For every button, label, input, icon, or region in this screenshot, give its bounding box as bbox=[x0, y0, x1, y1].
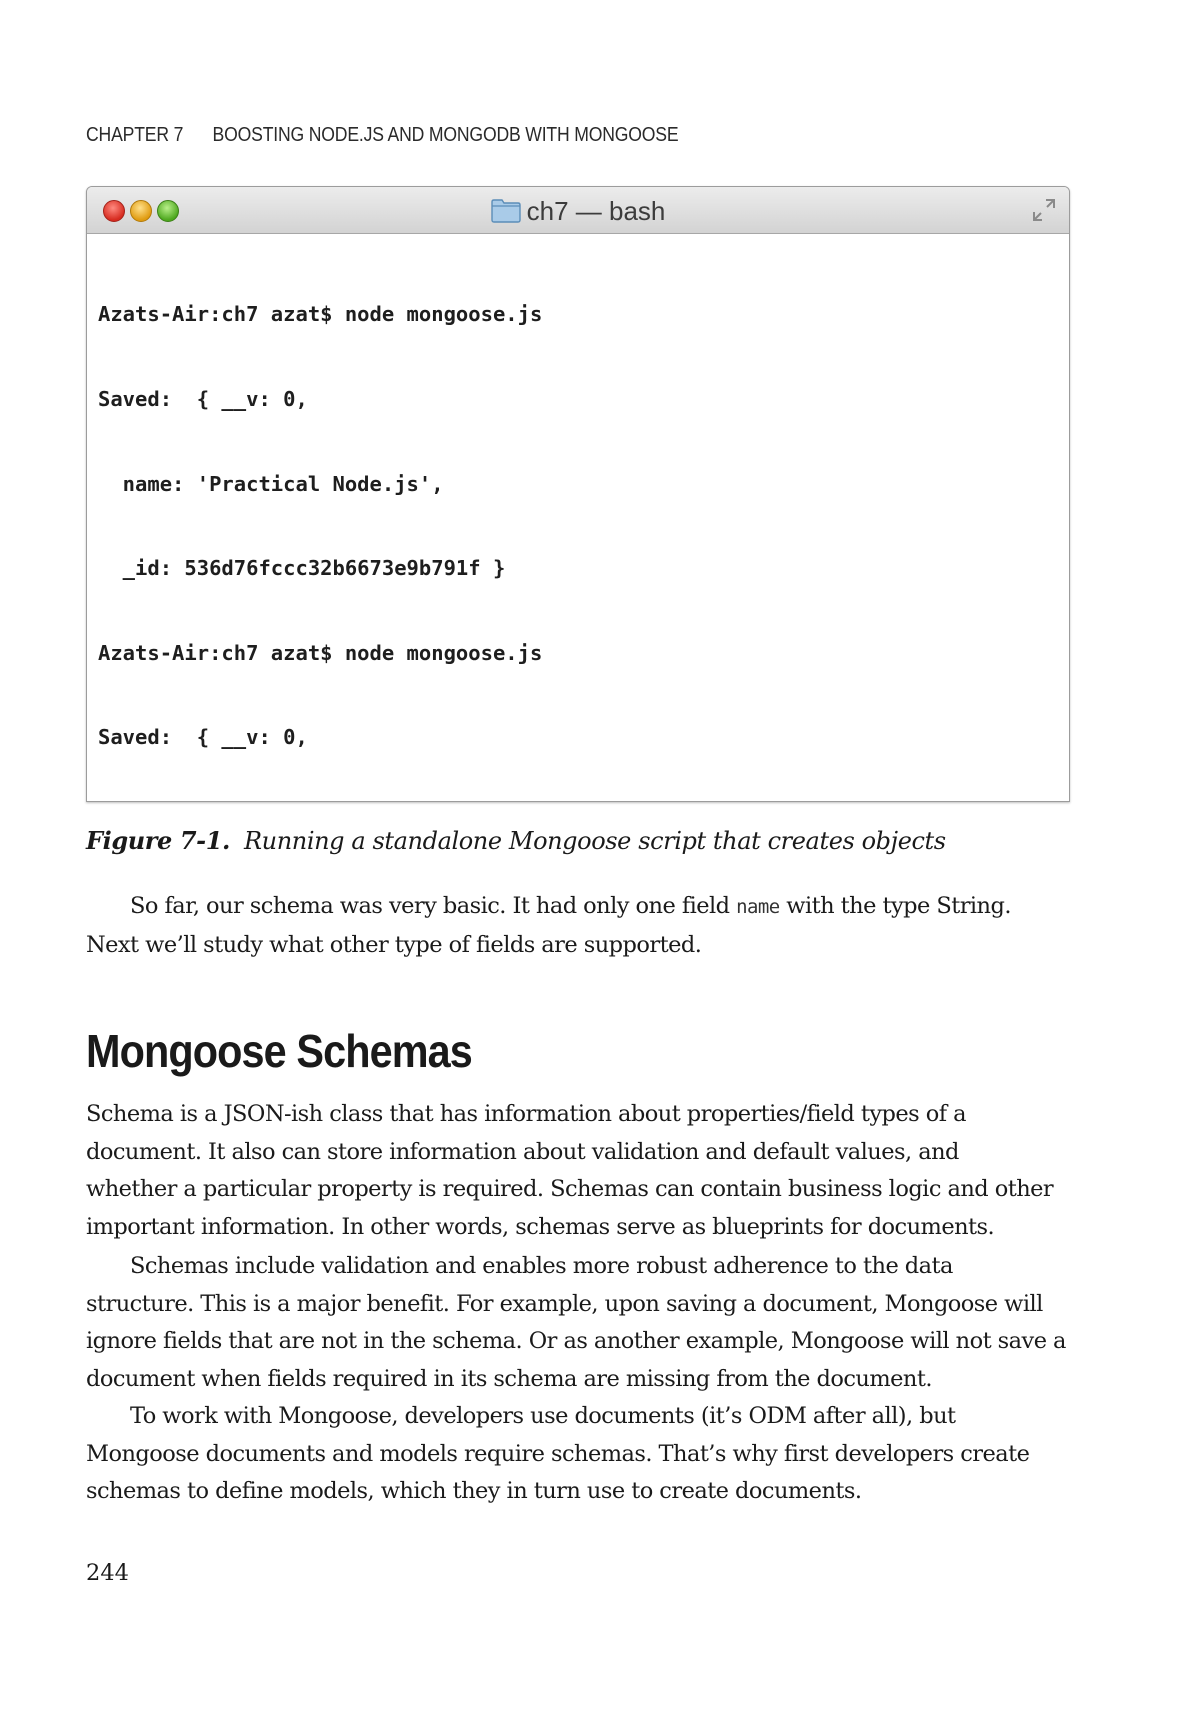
paragraph-line: whether a particular property is required. Schemas can contain business logic and other bbox=[86, 1176, 1054, 1202]
paragraph-line: schemas to define models, which they in turn use to create documents. bbox=[86, 1478, 862, 1504]
paragraph-line: Mongoose documents and models require schemas. That’s why first developers create bbox=[86, 1440, 1030, 1467]
paragraph-line: Schema is a JSON-ish class that has information about properties/field types of a bbox=[86, 1101, 966, 1127]
fullscreen-icon[interactable] bbox=[1031, 197, 1057, 223]
terminal-output[interactable] bbox=[87, 234, 1069, 802]
paragraph-line bbox=[86, 888, 1076, 927]
paragraph-line: Next we’ll study what other type of fields are supported. bbox=[86, 931, 702, 958]
terminal-line: _id: 536d76fccc32b6673e9b791f } bbox=[98, 556, 506, 581]
terminal-line: Saved: { __v: 0, bbox=[98, 387, 308, 411]
paragraph-line: important information. In other words, schemas serve as blueprints for documents. bbox=[86, 1213, 995, 1240]
folder-icon bbox=[491, 197, 521, 223]
terminal-line: Saved: { __v: 0, bbox=[98, 725, 308, 750]
paragraph-2 bbox=[86, 1248, 1076, 1398]
terminal-line: Azats-Air:ch7 azat$ node mongoose.js bbox=[98, 640, 543, 665]
terminal-titlebar bbox=[87, 187, 1069, 234]
page-number: 244 bbox=[86, 1560, 129, 1586]
window-title bbox=[87, 196, 1069, 227]
figure-caption-text: Running a standalone Mongoose script that creates objects bbox=[243, 827, 946, 855]
intro-paragraph bbox=[86, 888, 1076, 964]
figure-label: Figure 7-1. bbox=[86, 826, 230, 855]
window-title-text: ch7 — bash bbox=[526, 196, 666, 226]
figure-caption bbox=[86, 826, 946, 855]
paragraph-1 bbox=[86, 1096, 1076, 1246]
intro-text-after-code: with the type String. bbox=[779, 893, 1011, 919]
chapter-title: BOOSTING NODE.JS AND MONGODB WITH MONGOOSE bbox=[212, 124, 679, 146]
inline-code: name bbox=[736, 896, 780, 918]
paragraph-line: Schemas include validation and enables more robust adherence to the data bbox=[130, 1253, 953, 1279]
paragraph-line: ignore fields that are not in the schema. Or as another example, Mongoose will not save a bbox=[86, 1328, 1066, 1354]
section-heading: Mongoose Schemas bbox=[86, 1025, 472, 1077]
running-head bbox=[86, 124, 678, 147]
paragraph-line: document. It also can store information about validation and default values, and bbox=[86, 1138, 959, 1165]
chapter-number: CHAPTER 7 bbox=[86, 124, 184, 146]
terminal-window bbox=[86, 186, 1070, 802]
paragraph-line: To work with Mongoose, developers use documents (it’s ODM after all), but bbox=[130, 1403, 956, 1429]
paragraph-line: structure. This is a major benefit. For example, upon saving a document, Mongoose will bbox=[86, 1290, 1043, 1317]
terminal-line: name: 'Practical Node.js', bbox=[98, 471, 444, 496]
paragraph-3 bbox=[86, 1398, 1076, 1511]
terminal-line: Azats-Air:ch7 azat$ node mongoose.js bbox=[98, 302, 543, 327]
intro-text-before-code: So far, our schema was very basic. It had only one field bbox=[130, 893, 737, 919]
paragraph-line: document when fields required in its schema are missing from the document. bbox=[86, 1365, 932, 1392]
